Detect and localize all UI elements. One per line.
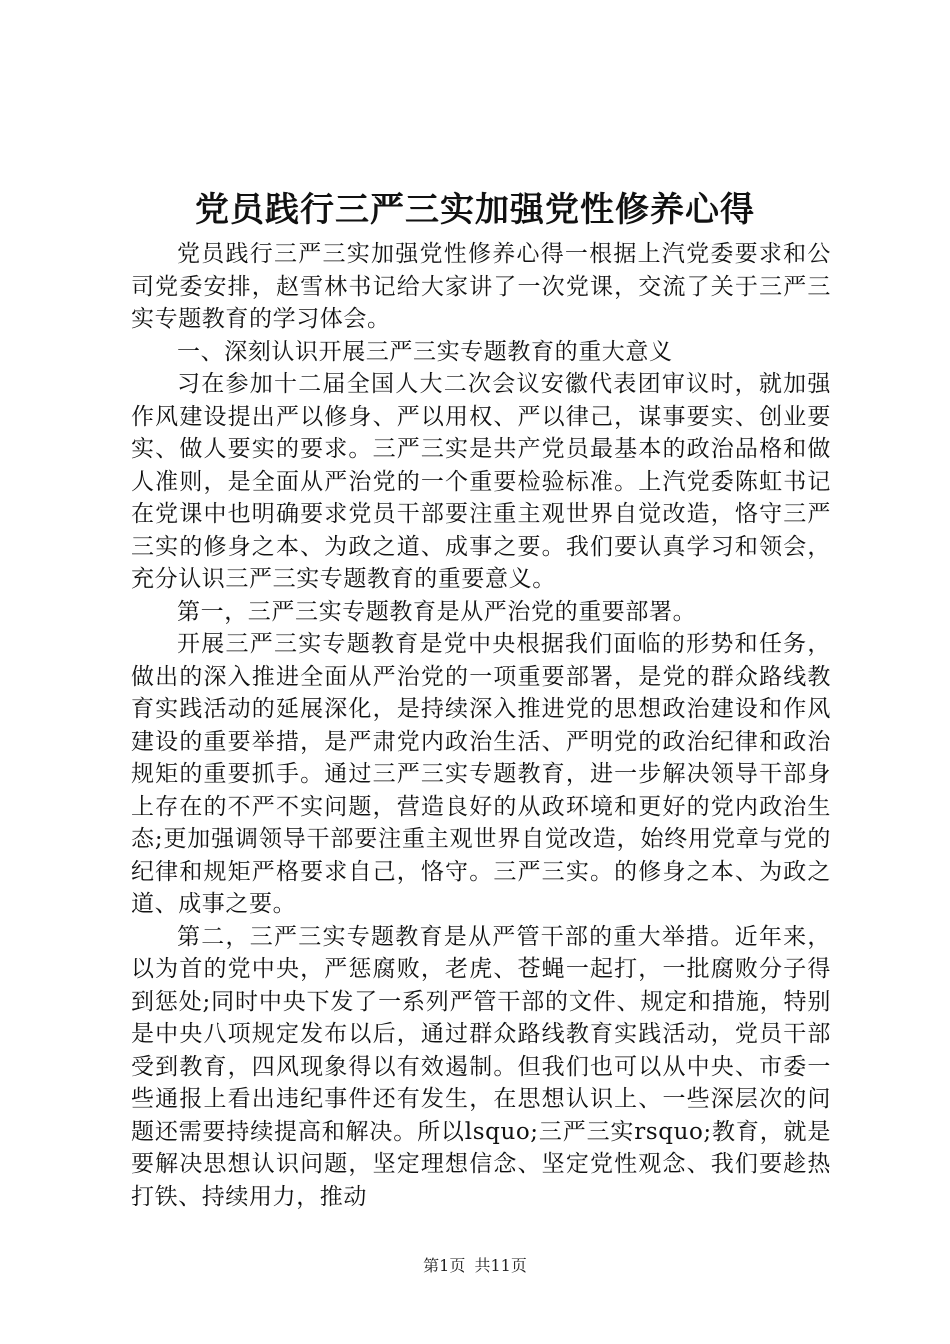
paragraph-deployment: 开展三严三实专题教育是党中央根据我们面临的形势和任务，做出的深入推进全面从严治党的一项重要部署，是党的群众路线教育实践活动的延展深化，是持续深入推进党的思想政治建设和作风建设的重要举措，是严肃党内政治生活、严明党的政治纪律和政治规矩的重要抓手。通过三严三实专题教育，进一步解决领导干部身上存在的不严不实问题，营造良好的从政环境和更好的党内政治生态;更加强调领导干部要注重主观世界自觉改造，始终用党章与党的纪律和规矩严格要求自己，恪守。三严三实。的修身之本、为政之道、成事之要。 <box>131 631 831 917</box>
paragraph-significance: 习在参加十二届全国人大二次会议安徽代表团审议时，就加强作风建设提出严以修身、严以用权、严以律己，谋事要实、创业要实、做人要实的要求。三严三实是共产党员最基本的政治品格和做人准则，是全面从严治党的一个重要检验标准。上汽党委陈虹书记在党课中也明确要求党员干部要注重主观世界自觉改造，恪守三严三实的修身之本、为政之道、成事之要。我们要认真学习和领会，充分认识三严三实专题教育的重要意义。 <box>131 371 831 592</box>
paragraph-intro: 党员践行三严三实加强党性修养心得一根据上汽党委要求和公司党委安排，赵雪林书记给大家讲了一次党课，交流了关于三严三实专题教育的学习体会。 <box>131 241 831 332</box>
document-body <box>131 238 831 1213</box>
page-number: 第1页 <box>423 1256 466 1275</box>
point-heading-1: 第一，三严三实专题教育是从严治党的重要部署。 <box>177 598 697 625</box>
document-title: 党员践行三严三实加强党性修养心得 <box>195 190 755 230</box>
point-heading-2: 第二，三严三实专题教育是从严管干部的重大举措。近年来，以为首的党中央，严惩腐败，老虎、苍蝇一起打，一批腐败分子得到惩处;同时中央下发了一系列严管干部的文件、规定和措施，特别是中央八项规定发布以后，通过群众路线教育实践活动，党员干部受到教育，四风现象得以有效遏制。但我们也可以从中央、市委一些通报上看出违纪事件还有发生，在思想认识上、一些深层次的问题还需要持续提高和解决。所以lsquo;三严三实rsquo;教育，就是要解决思想认识问题，坚定理想信念、坚定党性观念、我们要趁热打铁、持续用力，推动 <box>131 923 831 1210</box>
page-footer <box>0 1254 950 1278</box>
section-heading-1: 一、深刻认识开展三严三实专题教育的重大意义 <box>177 338 673 365</box>
page-total: 共11页 <box>474 1256 527 1275</box>
